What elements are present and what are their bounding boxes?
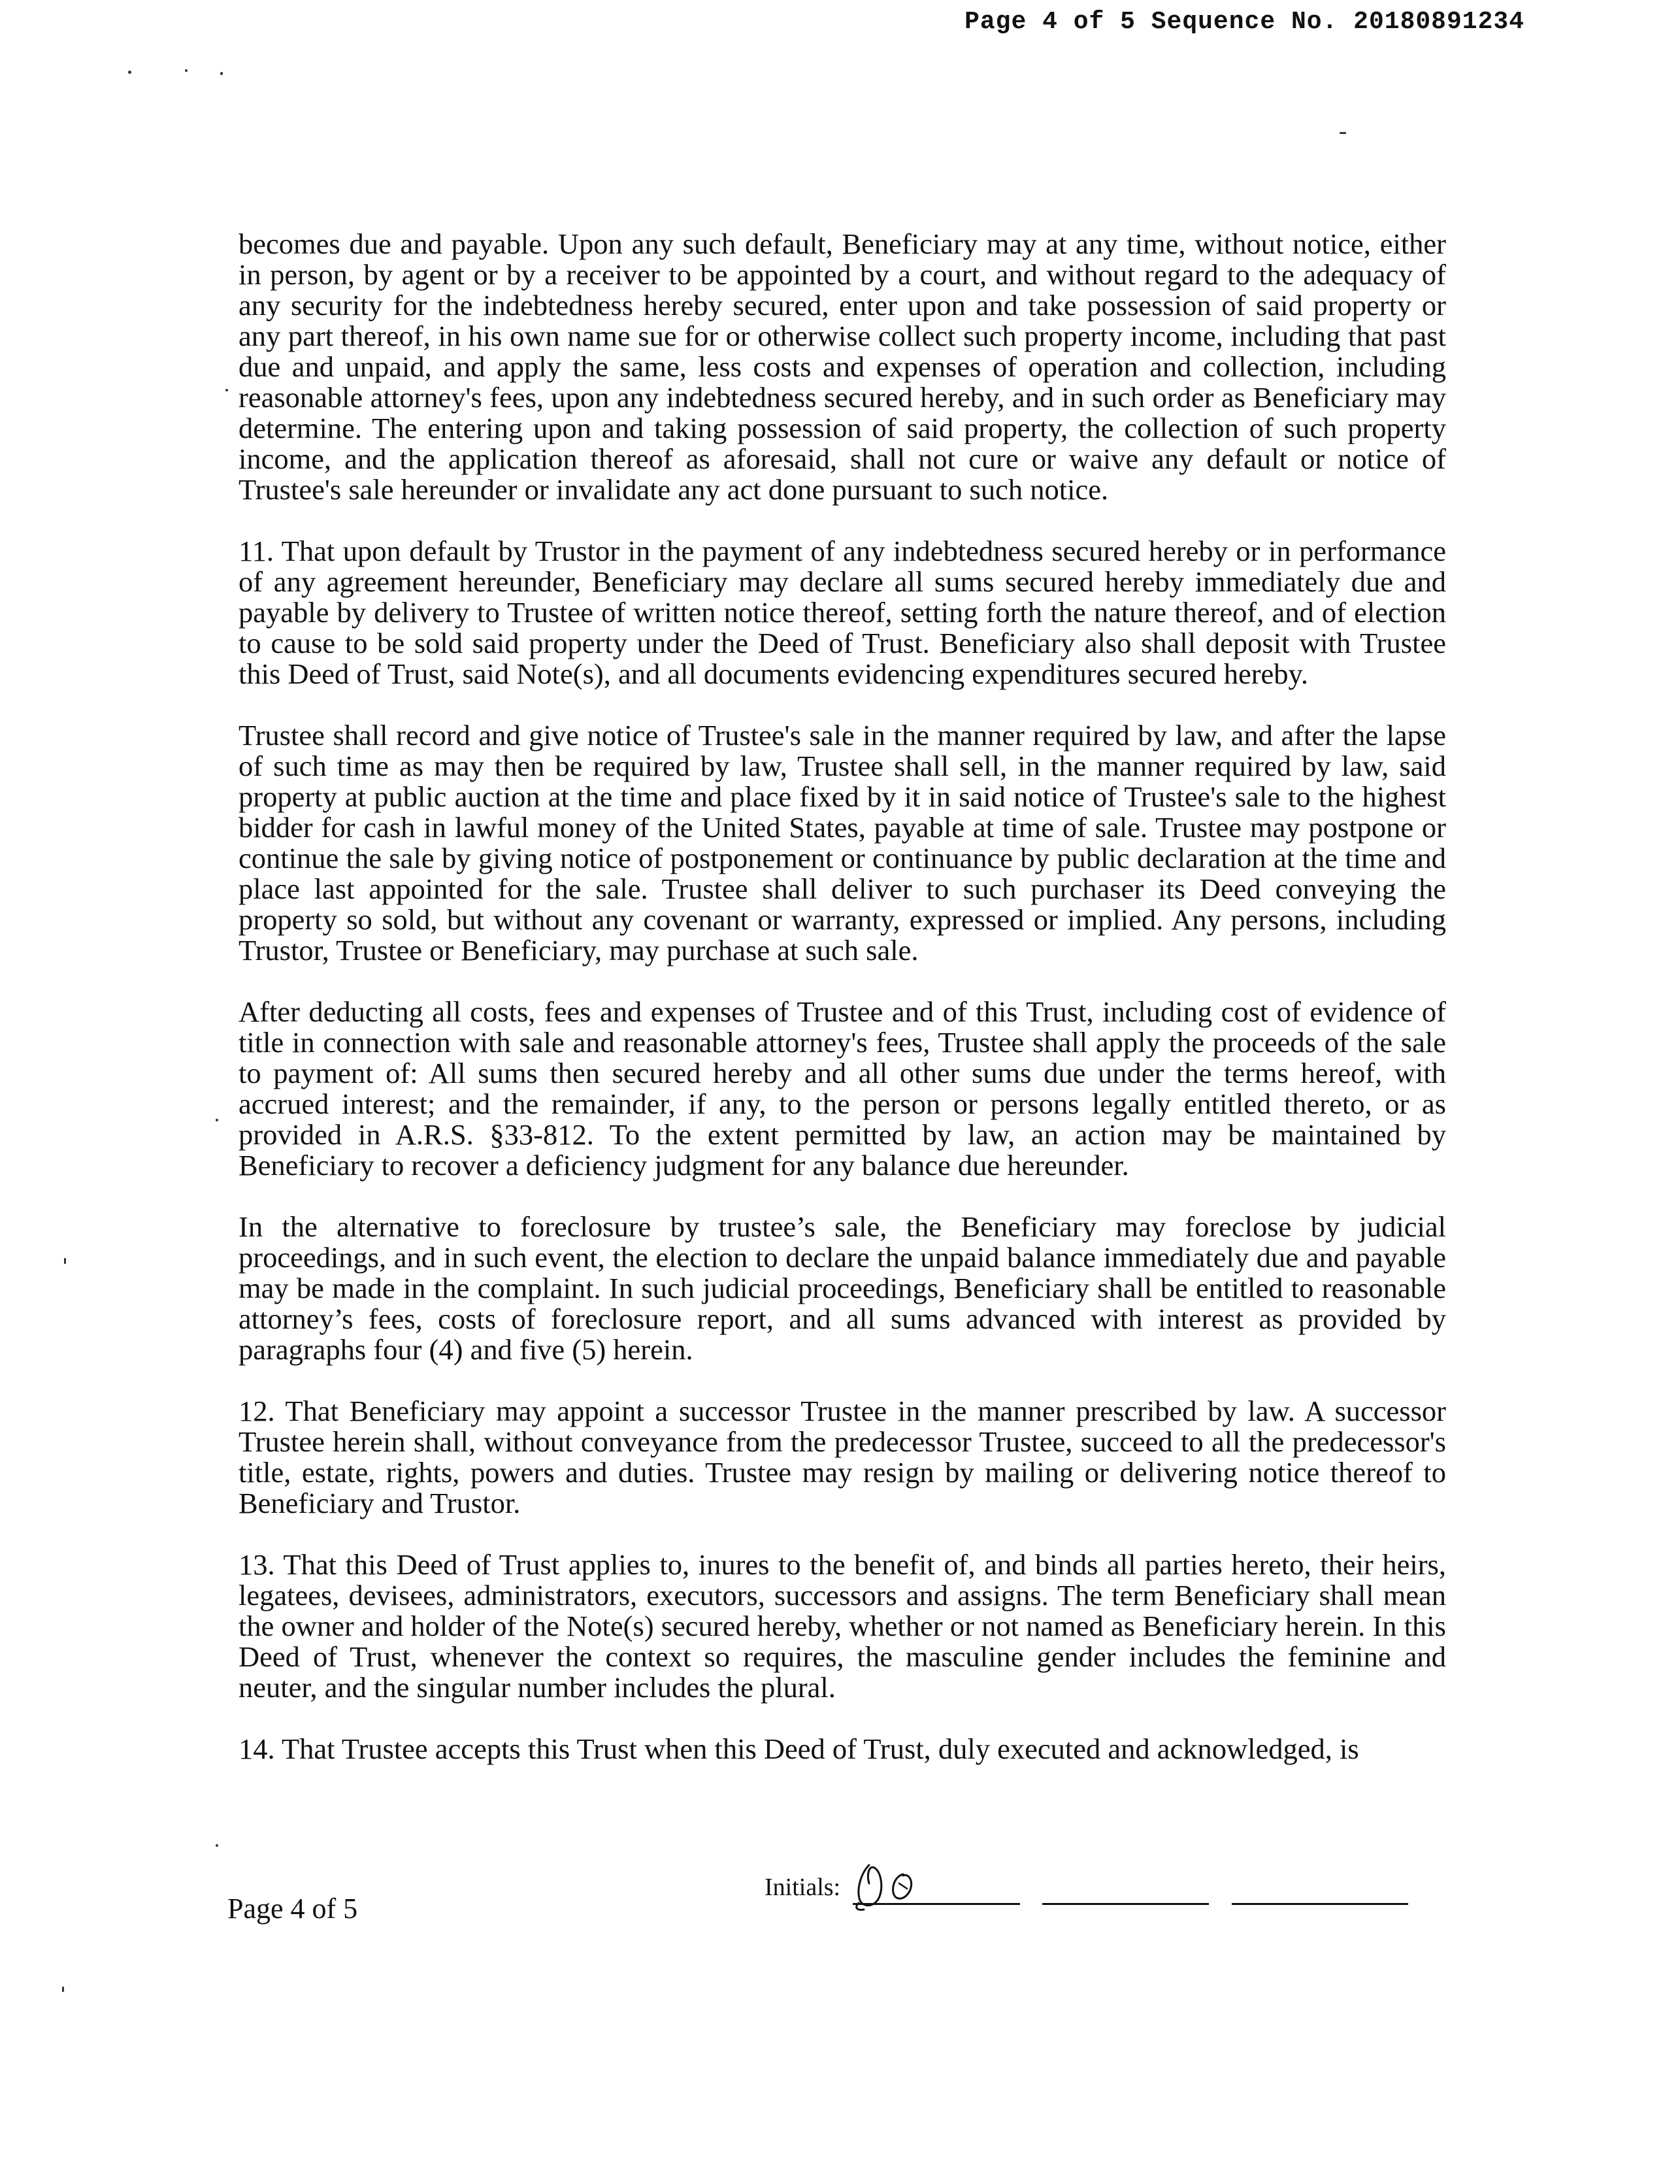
initials-line-3 [1232,1903,1408,1905]
initials-block [765,1860,1444,1912]
initials-label: Initials: [765,1874,841,1901]
paragraph-proceeds: After deducting all costs, fees and expenses of Trustee and of this Trust, including cost of evidence of title in connection with sale and reasonable attorney's fees, Trustee shall apply the proceeds of the sale to payment of: All sums then secured hereby and all other sums due under the terms hereof, with accrued interest; and the remainder, if any, to the person or persons legally entitled thereto, or as provided in A.R.S. §33-812. To the extent permitted by law, an action may be maintained by Beneficiary to recover a deficiency judgment for any balance due hereunder. [239,995,1446,1182]
scan-speck [220,72,223,75]
scan-speck [216,1844,218,1847]
scan-speck [216,1119,218,1121]
scan-speck [128,71,131,74]
scan-speck [185,69,188,72]
sequence-header: Page 4 of 5 Sequence No. 20180891234 [964,8,1524,36]
paragraph-judicial-foreclosure: In the alternative to foreclosure by trustee’s sale, the Beneficiary may foreclose by judicial proceedings, and in such event, the election to declare the unpaid balance immediately due and payable may be made in the complaint. In such judicial proceedings, Beneficiary shall be entitled to reasonable attorney’s fees, costs of foreclosure report, and all sums advanced with interest as provided by paragraphs four (4) and five (5) herein. [239,1210,1446,1366]
paragraph-trustee-sale: Trustee shall record and give notice of Trustee's sale in the manner required by law, and after the lapse of such time as may then be required by law, Trustee shall sell, in the manner required by law, said property at public auction at the time and place fixed by it in said notice of Trustee's sale to the highest bidder for cash in lawful money of the United States, payable at time of sale. Trustee may postpone or continue the sale by giving notice of postponement or continuance by public declaration at the time and place last appointed for the sale. Trustee shall deliver to such purchaser its Deed conveying the property so sold, but without any covenant or warranty, expressed or implied. Any persons, including Trustor, Trustee or Beneficiary, may purchase at such sale. [239,719,1446,967]
scan-speck [64,1258,66,1264]
paragraph-continuation: becomes due and payable. Upon any such default, Beneficiary may at any time, without notice, either in person, by agent or by a receiver to be appointed by a court, and without regard to the adequacy of any security for the indebtedness hereby secured, enter upon and take possession of said property or any part thereof, in his own name sue for or otherwise collect such property income, including that past due and unpaid, and apply the same, less costs and expenses of operation and collection, including reasonable attorney's fees, upon any indebtedness secured hereby, and in such order as Beneficiary may determine. The entering upon and taking possession of said property, the collection of such property income, and the application thereof as aforesaid, shall not cure or waive any default or notice of Trustee's sale hereunder or invalidate any act done pursuant to such notice. [239,227,1446,506]
paragraph-12: 12. That Beneficiary may appoint a successor Trustee in the manner prescribed by law. A successor Trustee herein shall, without conveyance from the predecessor Trustee, succeed to all the predecessor's title, estate, rights, powers and duties. Trustee may resign by mailing or delivering notice thereof to Beneficiary and Trustor. [239,1395,1446,1519]
handwritten-initials-signature [849,1860,928,1911]
paragraph-13: 13. That this Deed of Trust applies to, inures to the benefit of, and binds all parties hereto, their heirs, legatees, devisees, administrators, executors, successors and assigns. The term Beneficiary shall mean the owner and holder of the Note(s) secured hereby, whether or not named as Beneficiary herein. In this Deed of Trust, whenever the context so requires, the masculine gender includes the feminine and neuter, and the singular number includes the plural. [239,1548,1446,1704]
initials-line-2 [1042,1903,1209,1905]
scan-speck [1340,132,1346,134]
scan-speck [62,1987,64,1992]
document-body [239,229,1446,1795]
scan-speck [225,389,228,391]
footer-page-number: Page 4 of 5 [227,1893,358,1925]
paragraph-11: 11. That upon default by Trustor in the payment of any indebtedness secured hereby or in performance of any agreement hereunder, Beneficiary may declare all sums secured hereby immediately due and payable by delivery to Trustee of written notice thereof, setting forth the nature thereof, and of election to cause to be sold said property under the Deed of Trust. Beneficiary also shall deposit with Trustee this Deed of Trust, said Note(s), and all documents evidencing expenditures secured hereby. [239,535,1446,690]
paragraph-14: 14. That Trustee accepts this Trust when this Deed of Trust, duly executed and acknowledged, is [239,1732,1359,1765]
